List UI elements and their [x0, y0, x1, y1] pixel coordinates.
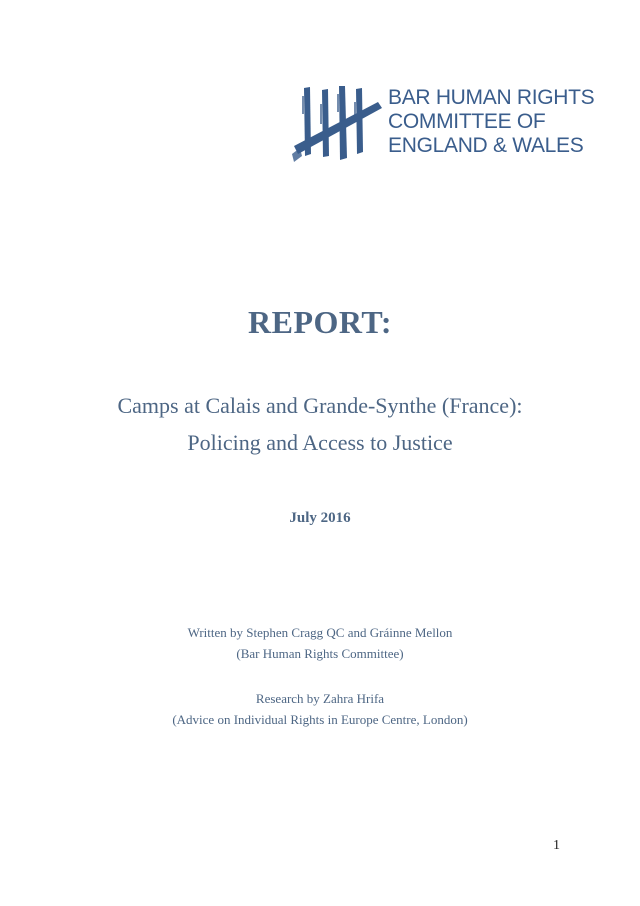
tally-marks-icon [292, 84, 384, 168]
report-subtitle-line-1: Camps at Calais and Grande-Synthe (France): [117, 393, 523, 418]
logo-line-3: ENGLAND & WALES [388, 134, 584, 157]
logo-line-2: COMMITTEE OF [388, 110, 546, 133]
written-by-org: (Bar Human Rights Committee) [236, 646, 404, 661]
report-subtitle-line-2: Policing and Access to Justice [187, 430, 453, 455]
report-title: REPORT: [248, 304, 392, 340]
research-by-org: (Advice on Individual Rights in Europe Centre, London) [172, 712, 468, 727]
page-number: 1 [553, 838, 560, 853]
logo-text [388, 86, 594, 158]
written-by: Written by Stephen Cragg QC and Gráinne Mellon [187, 625, 453, 640]
bhrc-logo [292, 80, 595, 170]
report-date: July 2016 [289, 510, 351, 526]
research-by: Research by Zahra Hrifa [255, 691, 385, 706]
logo-line-1: BAR HUMAN RIGHTS [388, 86, 595, 109]
